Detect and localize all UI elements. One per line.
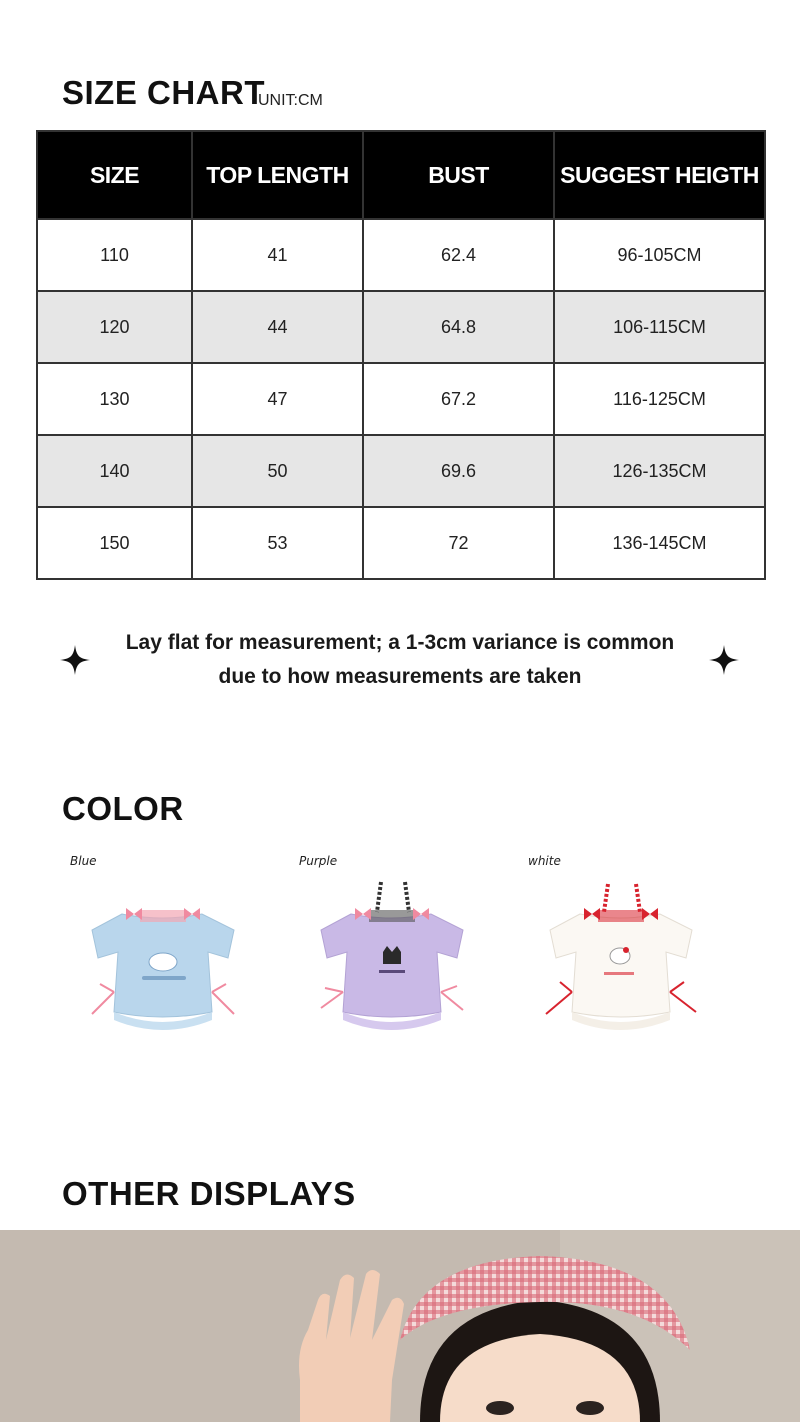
table-row: [37, 363, 765, 435]
table-row: [37, 219, 765, 291]
table-row: [37, 291, 765, 363]
child-photo-image: [0, 1230, 800, 1422]
other-displays-title: OTHER DISPLAYS: [62, 1175, 356, 1212]
header-suggest-height: SUGGEST HEIGTH: [554, 131, 765, 219]
cell-suggest-height: 116-125CM: [554, 363, 765, 435]
table-header-row: [37, 131, 765, 219]
cell-size: 120: [37, 291, 192, 363]
cell-top-length: 47: [192, 363, 363, 435]
cell-bust: 62.4: [363, 219, 554, 291]
color-label: white: [528, 854, 561, 868]
cell-top-length: 41: [192, 219, 363, 291]
cell-suggest-height: 126-135CM: [554, 435, 765, 507]
cell-top-length: 50: [192, 435, 363, 507]
note-line-2: due to how measurements are taken: [218, 665, 582, 688]
color-option-white[interactable]: [520, 850, 720, 1040]
color-label: Purple: [299, 854, 338, 868]
color-section-title: COLOR: [62, 790, 184, 827]
cell-size: 140: [37, 435, 192, 507]
color-label: Blue: [70, 854, 97, 868]
cell-bust: 69.6: [363, 435, 554, 507]
four-point-star-icon: [709, 645, 739, 675]
purple-shirt-image: [291, 872, 491, 1032]
cell-size: 110: [37, 219, 192, 291]
cell-suggest-height: 106-115CM: [554, 291, 765, 363]
cell-size: 130: [37, 363, 192, 435]
size-chart-unit: UNIT:CM: [258, 92, 323, 109]
header-top-length: TOP LENGTH: [192, 131, 363, 219]
size-table: [36, 130, 766, 580]
size-chart-title: SIZE CHART: [62, 74, 265, 111]
cell-top-length: 53: [192, 507, 363, 579]
table-row: [37, 435, 765, 507]
header-bust: BUST: [363, 131, 554, 219]
header-size: SIZE: [37, 131, 192, 219]
table-row: [37, 507, 765, 579]
cell-suggest-height: 136-145CM: [554, 507, 765, 579]
cell-bust: 67.2: [363, 363, 554, 435]
cell-bust: 72: [363, 507, 554, 579]
cell-size: 150: [37, 507, 192, 579]
cell-suggest-height: 96-105CM: [554, 219, 765, 291]
color-option-blue[interactable]: [62, 850, 262, 1040]
white-shirt-image: [520, 872, 720, 1032]
blue-shirt-image: [62, 872, 262, 1032]
color-option-purple[interactable]: [291, 850, 491, 1040]
note-line-1: Lay flat for measurement; a 1-3cm variance is common: [125, 631, 675, 654]
cell-top-length: 44: [192, 291, 363, 363]
four-point-star-icon: [60, 645, 90, 675]
measurement-note: [100, 626, 700, 694]
cell-bust: 64.8: [363, 291, 554, 363]
